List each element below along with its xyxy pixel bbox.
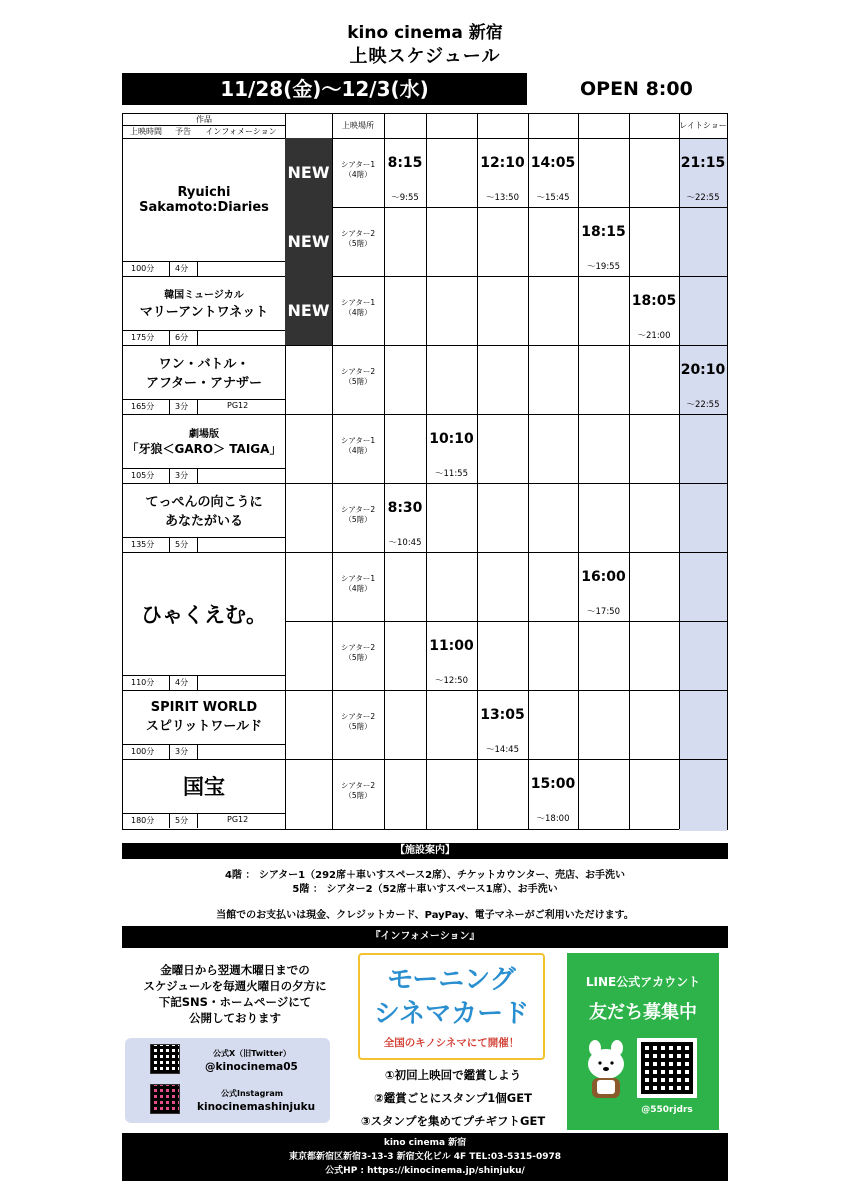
schedule-title: 上映スケジュール bbox=[349, 46, 501, 67]
meta-col-divider bbox=[197, 537, 198, 552]
showtime-start[interactable]: 11:00 bbox=[429, 638, 474, 654]
theater-label bbox=[333, 781, 383, 801]
showtime-end: 〜17:50 bbox=[587, 607, 620, 617]
facility-title: 【施設案内】 bbox=[122, 843, 728, 859]
line-title: LINE公式アカウント bbox=[585, 975, 701, 989]
row-divider bbox=[285, 621, 727, 622]
trailer-length: 5分 bbox=[175, 816, 189, 825]
showtime-start[interactable]: 8:30 bbox=[387, 500, 423, 516]
perk-2: ②鑑賞ごとにスタンプ1個GET bbox=[374, 1091, 532, 1105]
film-title-line1: 韓国ミュージカル bbox=[164, 290, 244, 301]
meta-col-divider bbox=[169, 744, 170, 759]
trailer-length: 3分 bbox=[175, 402, 189, 411]
theater-floor: （5階） bbox=[344, 239, 372, 248]
trailer-length: 4分 bbox=[175, 678, 189, 687]
runtime: 110分 bbox=[131, 678, 155, 687]
film-title-line2: あなたがいる bbox=[164, 514, 243, 529]
cinema-name: kino cinema 新宿 bbox=[347, 23, 503, 43]
trailer-length: 3分 bbox=[175, 471, 189, 480]
showtime-end: 〜22:55 bbox=[686, 193, 720, 203]
film-title-line1: てっぺんの向こうに bbox=[145, 495, 263, 510]
film-title[interactable] bbox=[123, 759, 285, 813]
film-meta-row bbox=[123, 813, 285, 828]
runtime: 105分 bbox=[131, 471, 155, 480]
showtime-start[interactable]: 13:05 bbox=[480, 707, 525, 723]
bear-mascot-icon bbox=[583, 1038, 629, 1098]
showtime-start[interactable]: 15:00 bbox=[530, 776, 576, 792]
theater-label bbox=[333, 436, 383, 456]
film-title[interactable] bbox=[123, 345, 285, 399]
payment-info: 当館でのお支払いは現金、クレジットカード、PayPay、電子マネーがご利用いただけます。 bbox=[216, 910, 634, 921]
showtime-end: 〜21:00 bbox=[637, 331, 671, 341]
new-badge: NEW bbox=[285, 276, 332, 345]
theater-name: シアター1 bbox=[340, 160, 376, 169]
meta-col-divider bbox=[169, 813, 170, 828]
theater-label bbox=[333, 712, 383, 732]
runtime: 100分 bbox=[131, 747, 155, 756]
morning-cinema-card bbox=[358, 953, 545, 1060]
x-handle[interactable]: @kinocinema05 bbox=[205, 1061, 298, 1073]
theater-label bbox=[333, 505, 383, 525]
footer-name: kino cinema 新宿 bbox=[383, 1138, 467, 1148]
theater-name: シアター2 bbox=[340, 367, 376, 376]
date-range-banner: 11/28(金)〜12/3(水) bbox=[122, 73, 527, 105]
showtime-start[interactable]: 18:15 bbox=[581, 224, 626, 240]
meta-col-divider bbox=[169, 330, 170, 345]
morning-card-line1: モーニング bbox=[387, 965, 516, 995]
film-meta-row bbox=[123, 330, 285, 345]
meta-col-divider bbox=[169, 537, 170, 552]
theater-name: シアター2 bbox=[340, 643, 376, 652]
showtime-start[interactable]: 18:05 bbox=[631, 293, 677, 309]
header-info: インフォメーション bbox=[205, 127, 277, 136]
notice-line: 下記SNS・ホームページにて bbox=[158, 995, 312, 1009]
theater-label bbox=[333, 574, 383, 594]
film-title-line1: 国宝 bbox=[183, 775, 225, 799]
showtime-start[interactable]: 21:15 bbox=[680, 155, 726, 171]
morning-card-line3: 全国のキノシネマにて開催！ bbox=[383, 1037, 520, 1049]
notice-line: 公開しております bbox=[189, 1011, 281, 1025]
notice-line: スケジュールを毎週火曜日の夕方に bbox=[143, 979, 327, 993]
meta-col-divider bbox=[197, 261, 198, 276]
showtime-start[interactable]: 14:05 bbox=[530, 155, 576, 171]
notice-line: 金曜日から翌週木曜日までの bbox=[160, 963, 310, 977]
facility-line-5f: 5階 ： シアター2（52席＋車いすスペース1席）、お手洗い bbox=[292, 884, 558, 895]
open-time: OPEN 8:00 bbox=[580, 78, 693, 100]
film-meta-row bbox=[123, 744, 285, 759]
footer-homepage[interactable]: 公式HP : https://kinocinema.jp/shinjuku/ bbox=[325, 1166, 525, 1176]
showtime-end: 〜19:55 bbox=[587, 262, 620, 272]
film-meta-row bbox=[123, 468, 285, 483]
showtime-end: 〜18:00 bbox=[536, 814, 570, 824]
instagram-handle[interactable]: kinocinemashinjuku bbox=[197, 1101, 316, 1113]
theater-label bbox=[333, 229, 383, 249]
theater-name: シアター2 bbox=[340, 229, 376, 238]
line-qr-code-icon[interactable] bbox=[637, 1038, 697, 1098]
theater-floor: （5階） bbox=[344, 791, 372, 800]
runtime: 175分 bbox=[131, 333, 155, 342]
meta-col-divider bbox=[169, 675, 170, 690]
line-main: 友だち募集中 bbox=[589, 1002, 697, 1023]
theater-name: シアター2 bbox=[340, 712, 376, 721]
film-title-line2: マリーアントワネット bbox=[139, 305, 269, 320]
showtime-start[interactable]: 10:10 bbox=[429, 431, 474, 447]
showtime-end: 〜13:50 bbox=[486, 193, 519, 203]
film-meta-row bbox=[123, 537, 285, 552]
meta-col-divider bbox=[197, 675, 198, 690]
meta-col-divider bbox=[197, 813, 198, 828]
theater-label bbox=[333, 160, 383, 180]
film-title-line1: Ryuichi bbox=[177, 184, 231, 200]
header-late-show: レイトショー bbox=[679, 121, 727, 130]
runtime: 100分 bbox=[131, 264, 155, 273]
meta-col-divider bbox=[169, 399, 170, 414]
film-title[interactable] bbox=[123, 552, 285, 675]
trailer-length: 5分 bbox=[175, 540, 189, 549]
perk-1: ①初回上映回で鑑賞しよう bbox=[384, 1068, 522, 1082]
morning-card-line2: シネマカード bbox=[373, 999, 530, 1029]
showtime-end: 〜12:50 bbox=[435, 676, 468, 686]
new-badge: NEW bbox=[285, 138, 332, 207]
showtime-end: 〜22:55 bbox=[686, 400, 720, 410]
column-divider bbox=[578, 114, 579, 829]
column-divider bbox=[629, 114, 630, 829]
theater-label bbox=[333, 643, 383, 663]
film-title[interactable] bbox=[123, 414, 285, 468]
film-title-line2: 「牙狼＜GARO＞ TAIGA」 bbox=[126, 442, 282, 456]
line-account-box bbox=[567, 953, 719, 1130]
header-trailer: 予告 bbox=[175, 127, 191, 136]
theater-floor: （4階） bbox=[344, 170, 372, 179]
theater-floor: （5階） bbox=[344, 722, 372, 731]
schedule-notice bbox=[122, 962, 348, 1026]
meta-col-divider bbox=[169, 468, 170, 483]
film-title-line2: スピリットワールド bbox=[145, 719, 263, 734]
x-qr-code-icon[interactable] bbox=[150, 1044, 180, 1074]
meta-col-divider bbox=[197, 744, 198, 759]
theater-floor: （4階） bbox=[344, 446, 372, 455]
perk-3: ③スタンプを集めてプチギフトGET bbox=[360, 1114, 546, 1128]
meta-col-divider bbox=[197, 330, 198, 345]
x-label: 公式X（旧Twitter） bbox=[213, 1049, 291, 1058]
film-title-line1: ワン・バトル・ bbox=[158, 357, 250, 372]
film-meta-row bbox=[123, 399, 285, 414]
header-work: 作品 bbox=[123, 114, 285, 126]
showtime-end: 〜14:45 bbox=[486, 745, 519, 755]
rating-info: PG12 bbox=[227, 401, 249, 410]
trailer-length: 3分 bbox=[175, 747, 189, 756]
column-divider bbox=[679, 114, 680, 829]
theater-floor: （4階） bbox=[344, 308, 372, 317]
theater-name: シアター2 bbox=[340, 505, 376, 514]
column-divider bbox=[528, 114, 529, 829]
film-title[interactable] bbox=[123, 483, 285, 537]
showtime-end: 〜11:55 bbox=[435, 469, 468, 479]
footer-address: 東京都新宿区新宿3-13-3 新宿文化ビル 4F TEL:03-5315-0978 bbox=[288, 1152, 562, 1162]
film-meta-row bbox=[123, 261, 285, 276]
instagram-label: 公式Instagram bbox=[221, 1089, 284, 1098]
film-meta-row bbox=[123, 675, 285, 690]
showtime-start[interactable]: 16:00 bbox=[581, 569, 626, 585]
film-title-line1: 劇場版 bbox=[189, 429, 219, 440]
showtime-end: 〜15:45 bbox=[536, 193, 570, 203]
late-show-column bbox=[679, 138, 727, 831]
theater-name: シアター1 bbox=[340, 574, 376, 583]
information-title: 『インフォメーション』 bbox=[122, 926, 728, 948]
meta-col-divider bbox=[169, 261, 170, 276]
theater-label bbox=[333, 298, 383, 318]
showtime-start[interactable]: 20:10 bbox=[680, 362, 726, 378]
film-title-line1: ひゃくえむ。 bbox=[141, 602, 267, 627]
meta-col-divider bbox=[197, 399, 198, 414]
film-title-line2: アフター・アナザー bbox=[145, 376, 263, 391]
header-venue: 上映場所 bbox=[342, 121, 374, 130]
footer bbox=[122, 1133, 728, 1181]
showtime-start[interactable]: 8:15 bbox=[387, 155, 423, 171]
showtime-end: 〜9:55 bbox=[391, 193, 419, 203]
theater-name: シアター1 bbox=[340, 298, 376, 307]
film-title[interactable] bbox=[123, 138, 285, 261]
trailer-length: 6分 bbox=[175, 333, 189, 342]
instagram-qr-code-icon[interactable] bbox=[150, 1084, 180, 1114]
runtime: 180分 bbox=[131, 816, 155, 825]
schedule-table bbox=[122, 113, 728, 830]
social-accounts bbox=[125, 1038, 330, 1123]
film-title[interactable] bbox=[123, 690, 285, 744]
rating-info: PG12 bbox=[227, 815, 249, 824]
facility-line-4f: 4階 ： シアター1（292席＋車いすスペース2席）、チケットカウンター、売店、お手洗い bbox=[224, 870, 626, 881]
line-id[interactable]: @550rjdrs bbox=[641, 1105, 693, 1115]
film-title[interactable] bbox=[123, 276, 285, 330]
runtime: 135分 bbox=[131, 540, 155, 549]
film-title-line2: Sakamoto:Diaries bbox=[139, 199, 269, 215]
meta-col-divider bbox=[197, 468, 198, 483]
showtime-start[interactable]: 12:10 bbox=[480, 155, 525, 171]
theater-floor: （5階） bbox=[344, 515, 372, 524]
runtime: 165分 bbox=[131, 402, 155, 411]
showtime-end: 〜10:45 bbox=[388, 538, 422, 548]
column-divider bbox=[384, 114, 385, 829]
theater-name: シアター1 bbox=[340, 436, 376, 445]
row-divider bbox=[285, 207, 727, 208]
new-badge: NEW bbox=[285, 207, 332, 276]
header-runtime: 上映時間 bbox=[130, 127, 162, 136]
film-title-line1: SPIRIT WORLD bbox=[150, 700, 258, 715]
theater-floor: （5階） bbox=[344, 377, 372, 386]
theater-name: シアター2 bbox=[340, 781, 376, 790]
theater-floor: （4階） bbox=[344, 584, 372, 593]
theater-label bbox=[333, 367, 383, 387]
theater-floor: （5階） bbox=[344, 653, 372, 662]
trailer-length: 4分 bbox=[175, 264, 189, 273]
